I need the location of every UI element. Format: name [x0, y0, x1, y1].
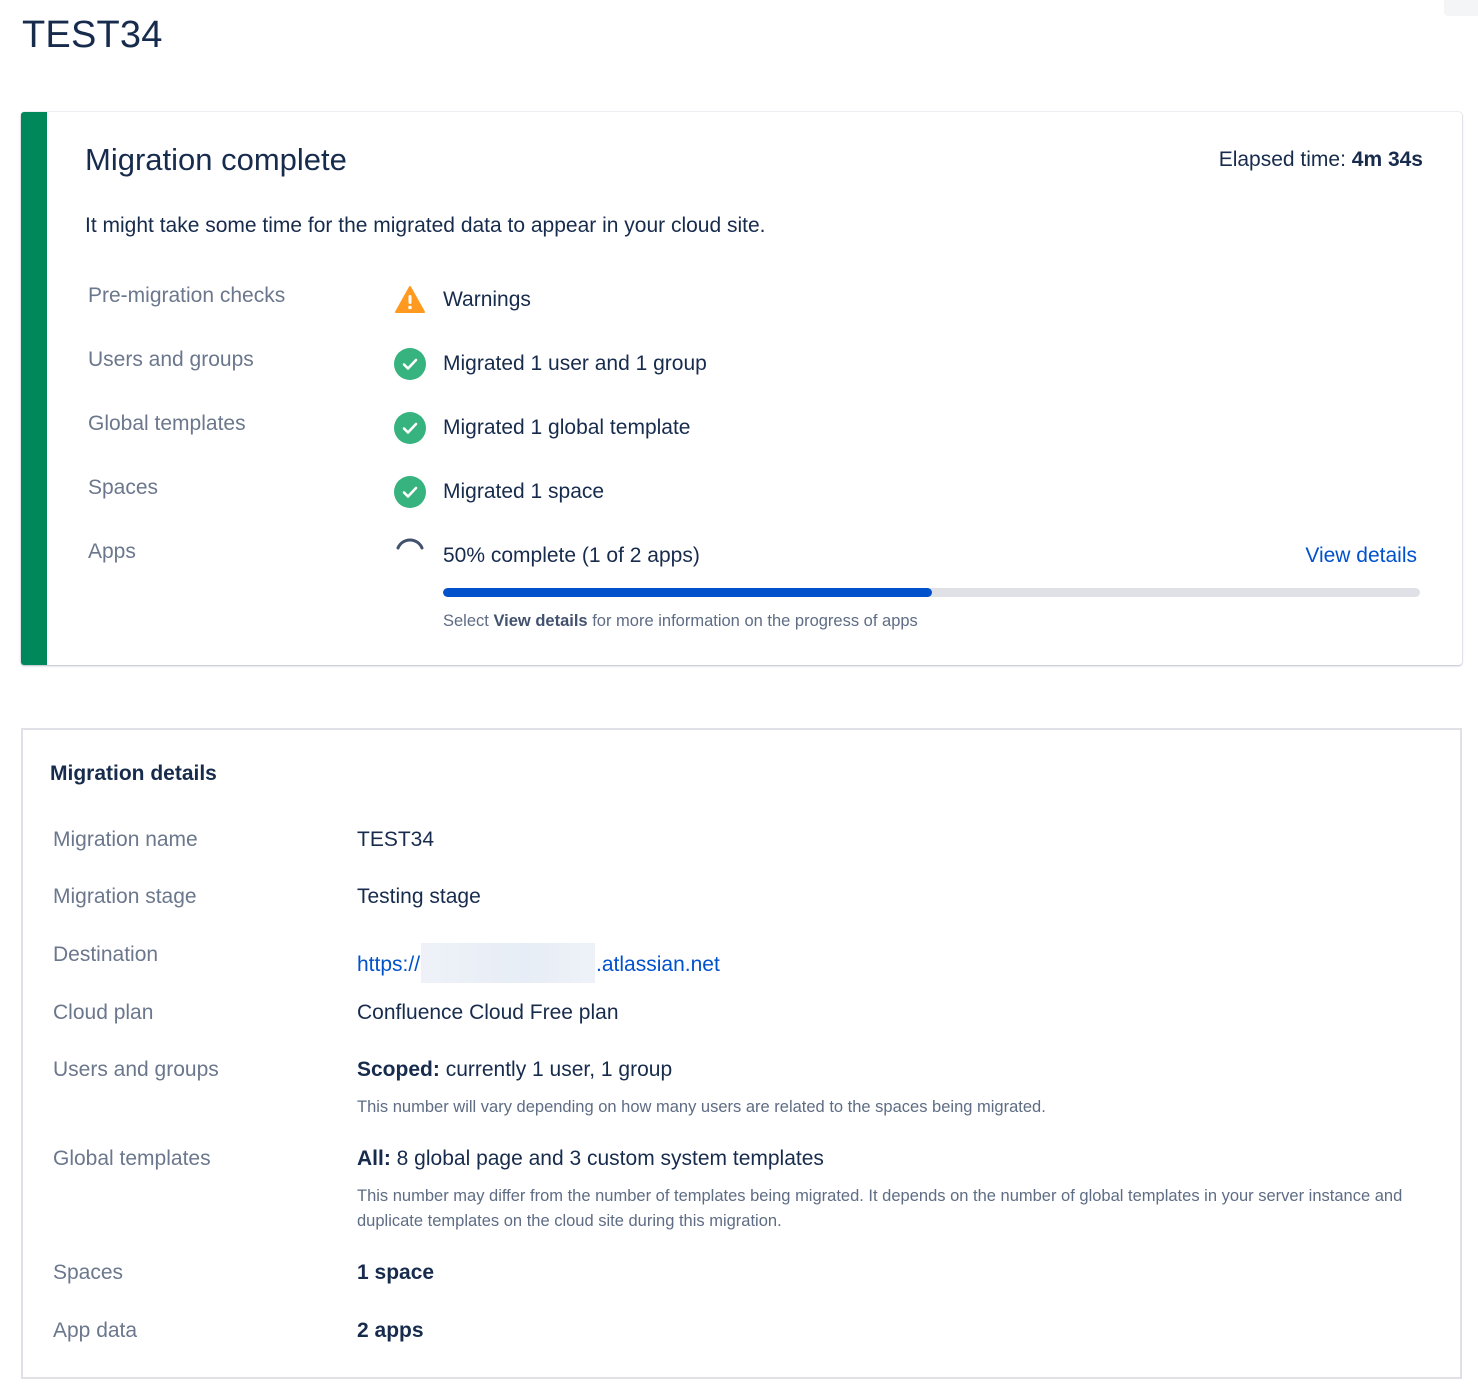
destination-link-prefix[interactable]: https:// — [357, 953, 421, 976]
status-accent-bar — [21, 112, 47, 665]
detail-label: Migration name — [53, 828, 198, 851]
detail-value-bold: Scoped: — [357, 1058, 440, 1081]
success-check-icon — [394, 412, 426, 444]
progress-hint-bold: View details — [493, 612, 588, 630]
status-row-label: Global templates — [88, 412, 246, 435]
detail-label: Spaces — [53, 1261, 124, 1284]
detail-label: Destination — [53, 943, 159, 966]
status-row-global-templates — [21, 412, 1462, 452]
templates-note: This number may differ from the number of templates being migrated. It depends on the number of global templates in your server instance and duplicate templates on the cloud site during this migration. — [357, 1187, 1403, 1230]
elapsed-time — [1219, 148, 1423, 172]
detail-label: Global templates — [53, 1147, 211, 1170]
view-details-link[interactable]: View details — [1305, 544, 1417, 567]
apps-progress-bar — [443, 588, 1420, 597]
status-row-users-and-groups — [21, 348, 1462, 388]
status-row-text: Migrated 1 global template — [443, 416, 691, 439]
status-row-text: Warnings — [443, 288, 531, 311]
detail-value-text: currently 1 user, 1 group — [445, 1058, 673, 1081]
detail-label: App data — [53, 1319, 138, 1342]
detail-value: Testing stage — [357, 885, 481, 908]
detail-label: Cloud plan — [53, 1001, 154, 1024]
status-row-text: Migrated 1 space — [443, 480, 605, 503]
status-row-apps — [21, 540, 1462, 580]
status-row-label: Users and groups — [88, 348, 254, 371]
redacted-hostname — [421, 943, 595, 983]
success-check-icon — [394, 476, 426, 508]
migration-details-card — [21, 728, 1462, 1379]
progress-hint-suffix: for more information on the progress of apps — [592, 612, 918, 630]
status-row-pre-migration-checks — [21, 284, 1462, 324]
warning-icon — [394, 284, 426, 316]
detail-value — [357, 1147, 824, 1171]
top-right-corner-tab — [1444, 0, 1478, 16]
progress-hint — [443, 612, 918, 631]
status-row-label: Pre-migration checks — [88, 284, 286, 307]
detail-value-bold: All: — [357, 1147, 391, 1170]
migration-status-card — [21, 112, 1462, 665]
status-row-text: Migrated 1 user and 1 group — [443, 352, 707, 375]
destination-link[interactable] — [357, 943, 720, 983]
detail-value: TEST34 — [357, 828, 435, 851]
status-row-text: 50% complete (1 of 2 apps) — [443, 544, 700, 567]
success-check-icon — [394, 348, 426, 380]
loading-spinner-icon — [394, 534, 426, 566]
apps-progress-fill — [443, 588, 932, 597]
detail-value — [357, 1058, 672, 1082]
detail-label: Users and groups — [53, 1058, 219, 1081]
detail-value: 1 space — [357, 1261, 435, 1284]
status-row-label: Apps — [88, 540, 136, 563]
status-row-spaces — [21, 476, 1462, 516]
progress-hint-prefix: Select — [443, 612, 489, 630]
status-heading: Migration complete — [85, 142, 347, 177]
detail-label: Migration stage — [53, 885, 197, 908]
detail-value-text: 8 global page and 3 custom system templates — [396, 1147, 824, 1170]
elapsed-time-value: 4m 34s — [1351, 148, 1423, 171]
detail-value: 2 apps — [357, 1319, 424, 1342]
elapsed-time-label: Elapsed time: — [1218, 148, 1346, 171]
status-row-label: Spaces — [88, 476, 159, 499]
details-heading: Migration details — [50, 762, 217, 785]
detail-value: Confluence Cloud Free plan — [357, 1001, 619, 1024]
page-title: TEST34 — [22, 14, 163, 56]
users-note: This number will vary depending on how many users are related to the spaces being migrated. — [357, 1098, 1046, 1116]
destination-link-suffix[interactable]: .atlassian.net — [596, 953, 720, 976]
status-description: It might take some time for the migrated data to appear in your cloud site. — [85, 214, 766, 237]
